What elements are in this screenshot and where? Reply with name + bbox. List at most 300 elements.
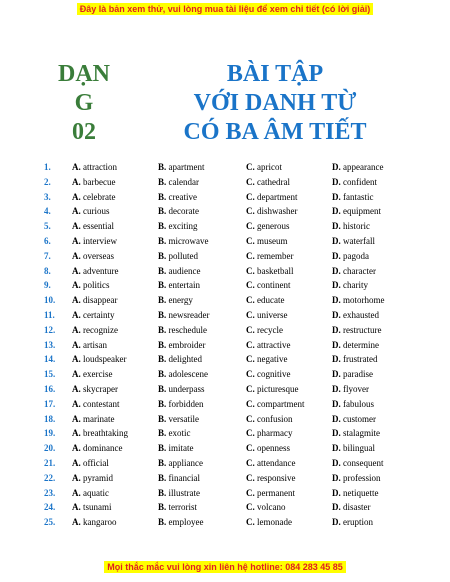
option-c [246,251,293,261]
option-word: volcano [257,502,286,513]
question-number: 9. [44,280,51,291]
option-b [158,428,191,438]
option-word: confident [343,176,377,187]
option-letter: D. [332,309,341,320]
option-word: restructure [343,324,382,335]
option-word: pharmacy [257,428,293,439]
question-number: 23. [44,487,56,498]
option-b [158,236,209,246]
option-word: disappear [83,295,118,306]
question-number: 8. [44,265,51,276]
option-a [72,354,126,364]
option-word: embroider [168,339,206,350]
option-word: delighted [168,354,203,365]
question-row [0,234,450,249]
option-letter: D. [332,354,341,365]
option-letter: B. [158,295,167,306]
option-a [72,458,109,468]
option-d [332,428,380,438]
option-d [332,192,374,202]
option-word: barbecue [83,176,116,187]
title-line-2: VỚI DANH TỪ [193,90,357,116]
option-c [246,428,292,438]
option-letter: D. [332,502,341,513]
option-word: kangaroo [83,517,117,528]
option-word: financial [168,472,200,483]
option-word: politics [83,280,110,291]
option-letter: C. [246,295,255,306]
option-letter: D. [332,206,341,217]
option-letter: A. [72,354,81,365]
dang-line-1: DẠN [58,61,110,87]
option-word: determine [343,339,379,350]
option-b [158,443,194,453]
option-letter: A. [72,339,81,350]
option-word: official [83,457,109,468]
option-word: remember [257,250,294,261]
option-c [246,310,288,320]
option-letter: C. [246,235,255,246]
option-a [72,325,118,335]
option-word: exciting [168,221,198,232]
bottom-banner [0,562,450,572]
option-letter: B. [158,250,167,261]
option-letter: B. [158,265,167,276]
option-word: appliance [168,457,203,468]
option-letter: C. [246,176,255,187]
option-word: exhausted [343,309,379,320]
option-letter: A. [72,295,81,306]
question-row [0,190,450,205]
question-number: 11. [44,309,55,320]
option-word: pyramid [83,472,113,483]
question-row [0,278,450,293]
option-letter: C. [246,309,255,320]
option-word: aquatic [83,487,109,498]
option-word: celebrate [83,191,116,202]
option-word: breathtaking [83,428,128,439]
option-letter: D. [332,369,341,380]
question-row [0,486,450,501]
option-letter: C. [246,472,255,483]
option-letter: D. [332,235,341,246]
option-word: underpass [168,383,205,394]
option-letter: A. [72,443,81,454]
question-number: 19. [44,428,56,439]
option-word: waterfall [343,235,375,246]
option-letter: B. [158,354,167,365]
option-word: tsunami [83,502,112,513]
question-row [0,412,450,427]
option-word: newsreader [168,309,210,320]
question-row [0,175,450,190]
option-c [246,206,298,216]
option-word: recycle [257,324,283,335]
option-d [332,399,374,409]
question-number: 12. [44,324,56,335]
question-row [0,204,450,219]
option-word: illustrate [168,487,201,498]
option-c [246,458,295,468]
option-d [332,295,385,305]
option-d [332,236,375,246]
option-a [72,399,120,409]
option-word: reschedule [168,324,207,335]
option-word: pagoda [343,250,369,261]
option-letter: B. [158,472,167,483]
option-c [246,473,296,483]
option-b [158,354,202,364]
option-word: paradise [343,369,373,380]
option-letter: B. [158,176,167,187]
question-number: 10. [44,295,56,306]
option-word: equipment [343,206,381,217]
option-a [72,414,114,424]
option-letter: A. [72,324,81,335]
question-number: 15. [44,369,56,380]
option-letter: D. [332,339,341,350]
option-word: decorate [168,206,199,217]
question-number: 3. [44,191,51,202]
option-letter: C. [246,398,255,409]
question-row [0,500,450,515]
option-word: profession [343,472,381,483]
option-a [72,280,110,290]
option-word: dominance [83,443,123,454]
option-word: calendar [168,176,199,187]
option-word: adolescene [168,369,208,380]
question-number: 25. [44,517,56,528]
dang-line-3: 02 [72,119,96,145]
option-word: consequent [343,457,384,468]
option-letter: C. [246,354,255,365]
option-letter: A. [72,280,81,291]
option-word: certainty [83,309,115,320]
question-row [0,515,450,530]
option-word: historic [343,221,370,232]
option-letter: D. [332,324,341,335]
option-letter: C. [246,487,255,498]
option-b [158,473,200,483]
option-c [246,369,291,379]
option-word: apricot [257,162,282,172]
option-a [72,473,113,483]
option-word: netiquette [343,487,379,498]
option-word: polluted [168,250,199,261]
option-c [246,354,288,364]
question-number: 22. [44,472,56,483]
option-b [158,399,204,409]
question-number: 5. [44,221,51,232]
option-letter: D. [332,428,341,439]
option-b [158,221,198,231]
option-word: loudspeaker [83,354,127,365]
option-b [158,310,210,320]
option-word: adventure [83,265,119,276]
option-word: museum [257,235,288,246]
option-b [158,458,203,468]
option-b [158,384,205,394]
option-letter: B. [158,398,167,409]
option-b [158,414,199,424]
option-a [72,384,118,394]
option-word: eruption [343,517,373,528]
question-row [0,382,450,397]
option-letter: A. [72,502,81,513]
option-c [246,340,290,350]
option-word: imitate [168,443,194,454]
option-letter: D. [332,221,341,232]
option-b [158,502,197,512]
option-letter: D. [332,472,341,483]
option-word: microwave [168,235,209,246]
option-word: responsive [257,472,296,483]
question-number: 6. [44,235,51,246]
question-number: 18. [44,413,56,424]
option-c [246,384,298,394]
option-letter: D. [332,250,341,261]
option-letter: C. [246,428,255,439]
option-c [246,399,304,409]
option-d [332,443,375,453]
option-d [332,340,379,350]
option-word: fabulous [343,398,374,409]
option-letter: C. [246,191,255,202]
question-number: 20. [44,443,56,454]
option-letter: D. [332,162,341,172]
option-letter: B. [158,324,167,335]
option-word: educate [257,295,285,306]
option-word: curious [83,206,110,217]
option-letter: A. [72,309,81,320]
option-d [332,384,369,394]
option-word: forbidden [168,398,204,409]
option-letter: D. [332,383,341,394]
option-c [246,280,291,290]
option-word: interview [83,235,117,246]
option-c [246,414,293,424]
question-number: 14. [44,354,56,365]
option-c [246,192,297,202]
option-letter: B. [158,369,167,380]
option-b [158,162,205,172]
option-word: attractive [257,339,291,350]
option-c [246,517,292,527]
question-row [0,219,450,234]
option-letter: D. [332,265,341,276]
option-word: universe [257,309,288,320]
question-number: 24. [44,502,56,513]
option-word: skycraper [83,383,118,394]
option-word: appearance [343,162,384,172]
option-letter: A. [72,383,81,394]
option-word: lemonade [257,517,292,528]
option-letter: C. [246,339,255,350]
option-letter: D. [332,191,341,202]
option-letter: B. [158,162,167,172]
option-letter: D. [332,443,341,454]
option-word: disaster [343,502,371,513]
option-letter: C. [246,221,255,232]
option-b [158,192,197,202]
option-word: openness [257,443,290,454]
option-a [72,428,128,438]
option-word: marinate [83,413,115,424]
title-line-3: CÓ BA ÂM TIẾT [183,119,367,145]
option-c [246,502,286,512]
option-a [72,162,117,172]
option-word: exercise [83,369,113,380]
option-letter: B. [158,235,167,246]
option-letter: B. [158,502,167,513]
option-word: overseas [83,250,114,261]
option-word: character [343,265,376,276]
option-letter: B. [158,339,167,350]
question-row [0,426,450,441]
option-a [72,340,107,350]
option-letter: B. [158,443,167,454]
option-b [158,325,207,335]
option-a [72,488,109,498]
option-letter: C. [246,383,255,394]
option-letter: C. [246,502,255,513]
option-d [332,488,379,498]
question-number: 13. [44,339,56,350]
question-row [0,338,450,353]
option-d [332,517,373,527]
option-letter: D. [332,457,341,468]
option-word: cognitive [257,369,291,380]
option-d [332,206,381,216]
option-word: recognize [83,324,118,335]
option-letter: C. [246,324,255,335]
option-word: terrorist [168,502,198,513]
question-number: 4. [44,206,51,217]
option-b [158,340,206,350]
option-letter: C. [246,206,255,217]
option-word: cathedral [257,176,290,187]
option-word: entertain [168,280,200,291]
option-a [72,192,115,202]
option-letter: A. [72,206,81,217]
option-letter: C. [246,280,255,291]
option-letter: C. [246,457,255,468]
option-c [246,266,294,276]
option-letter: C. [246,413,255,424]
option-b [158,517,204,527]
top-banner [0,4,450,14]
question-row [0,471,450,486]
question-number: 16. [44,383,56,394]
option-letter: C. [246,162,255,172]
option-word: fantastic [343,191,374,202]
option-word: frustrated [343,354,378,365]
option-d [332,325,381,335]
option-letter: D. [332,398,341,409]
question-row [0,249,450,264]
question-row [0,264,450,279]
question-row [0,456,450,471]
option-a [72,517,117,527]
option-letter: C. [246,443,255,454]
option-letter: A. [72,472,81,483]
option-d [332,369,373,379]
option-c [246,295,284,305]
option-word: negative [257,354,288,365]
option-d [332,266,376,276]
option-letter: B. [158,206,167,217]
option-word: generous [257,221,290,232]
option-letter: C. [246,265,255,276]
option-letter: A. [72,176,81,187]
option-letter: A. [72,428,81,439]
option-c [246,221,290,231]
option-letter: B. [158,191,167,202]
option-word: dishwasher [257,206,298,217]
option-d [332,221,370,231]
option-letter: A. [72,250,81,261]
option-word: compartment [257,398,305,409]
option-word: audience [168,265,201,276]
option-letter: B. [158,428,167,439]
option-word: contestant [83,398,120,409]
option-word: permanent [257,487,295,498]
option-letter: B. [158,517,167,528]
option-a [72,310,114,320]
option-letter: A. [72,265,81,276]
option-word: energy [168,295,193,306]
question-row [0,293,450,308]
option-letter: D. [332,517,341,528]
option-letter: B. [158,413,167,424]
option-b [158,488,200,498]
option-word: continent [257,280,291,291]
title-line-1: BÀI TẬP [226,61,324,87]
question-row [0,352,450,367]
dang-line-2: G [74,90,94,116]
option-d [332,414,376,424]
option-word: attraction [83,162,117,172]
option-a [72,266,118,276]
option-word: employee [168,517,204,528]
option-b [158,266,201,276]
option-a [72,177,115,187]
option-a [72,443,123,453]
option-d [332,473,381,483]
option-word: creative [168,191,197,202]
option-word: charity [343,280,368,291]
option-letter: A. [72,221,81,232]
option-word: customer [343,413,376,424]
page-title [130,60,420,147]
option-b [158,369,208,379]
option-letter: A. [72,369,81,380]
option-word: attendance [257,457,296,468]
option-b [158,251,198,261]
question-row [0,367,450,382]
option-c [246,443,290,453]
option-letter: A. [72,398,81,409]
option-b [158,177,199,187]
question-row [0,323,450,338]
option-word: basketball [257,265,294,276]
option-word: department [257,191,298,202]
question-number: 2. [44,176,51,187]
option-a [72,251,114,261]
option-word: exotic [168,428,191,439]
option-letter: A. [72,517,81,528]
option-word: versatile [168,413,200,424]
